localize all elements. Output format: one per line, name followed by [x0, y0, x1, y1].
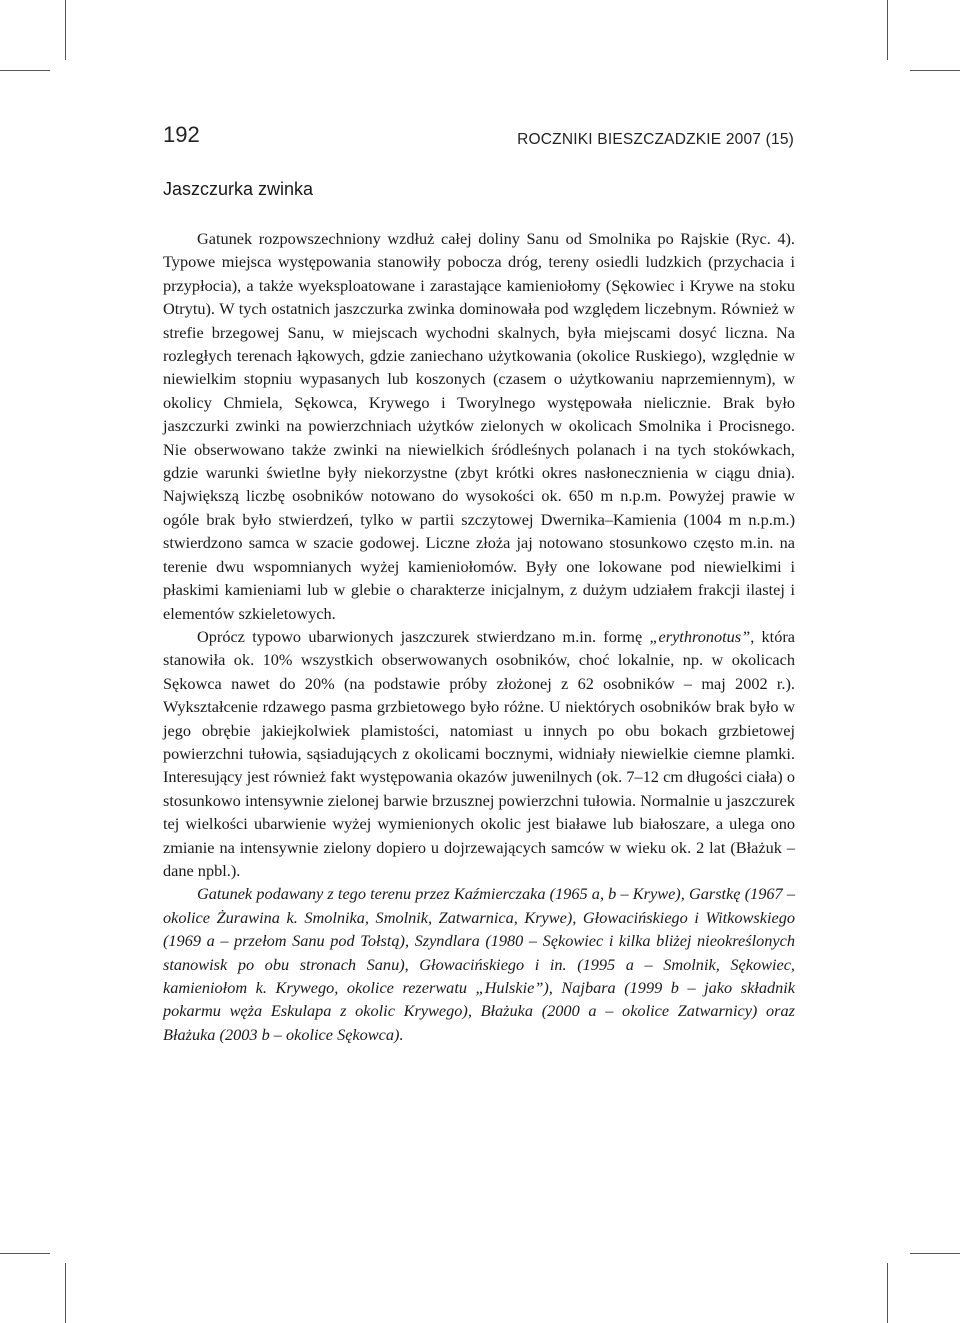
crop-mark-bottom-right — [887, 1263, 888, 1323]
paragraph-2-term: „erythronotus” — [649, 626, 751, 646]
paragraph-2-part-1: Oprócz typowo ubarwionych jaszczurek stwierdzano m.in. formę — [197, 626, 650, 646]
crop-mark-top-left-h — [0, 70, 50, 71]
paragraph-3: Gatunek podawany z tego terenu przez Kaźmierczaka (1965 a, b – Krywe), Garstkę (1967 – okolice Żurawina k. Smolnika, Smolnik, Zatwarnica, Krywe), Głowacińskiego i Witkowskiego (1969 a – przełom Sanu pod Tołstą), Szyndlara (1980 – Sękowiec i kilka bliżej nieokreślonych stanowisk po obu stronach Sanu), Głowacińskiego i in. (1995 a – Smolnik, Sękowiec, kamieniołom k. Krywego, okolice rezerwatu „Hulskie”), Najbara (1999 b – jako składnik pokarmu węża Eskulapa z okolic Krywego), Błażuka (2000 a – okolice Zatwarnicy) oraz Błażuka (2003 b – okolice Sękowca). — [163, 884, 795, 1044]
page-number: 192 — [163, 122, 200, 147]
running-head: ROCZNIKI BIESZCZADZKIE 2007 (15) — [517, 131, 794, 148]
crop-mark-top-right-h — [910, 70, 960, 71]
crop-mark-top-left — [65, 0, 66, 60]
crop-mark-bottom-right-h — [910, 1253, 960, 1254]
crop-mark-top-right — [887, 0, 888, 60]
section-title: Jaszczurka zwinka — [163, 179, 314, 199]
article-body — [163, 227, 795, 1046]
paragraph-1: Gatunek rozpowszechniony wzdłuż całej doliny Sanu od Smolnika po Rajskie (Ryc. 4). Typowe miejsca występowania stanowiły pobocza dróg, tereny osiedli ludzkich (przychacia i przypłocia), a także wyeksploatowane i zarastające kamieniołomy (Sękowiec i Krywe na stoku Otrytu). W tych ostatnich jaszczurka zwinka dominowała pod względem liczebnym. Również w strefie brzegowej Sanu, w miejscach wychodni skalnych, była miejscami dosyć liczna. Na rozległych terenach łąkowych, gdzie zaniechano użytkowania (okolice Ruskiego), względnie w niewielkim stopniu wypasanych lub koszonych (czasem o użytkowaniu naprzemiennym), w okolicy Chmiela, Sękowca, Krywego i Tworylnego występowała nielicznie. Brak było jaszczurki zwinki na powierzchniach użytków zielonych w okolicach Smolnika i Procisnego. Nie obserwowano także zwinki na niewielkich śródleśnych polanach i na tych stokówkach, gdzie warunki świetlne były niekorzystne (zbyt krótki okres nasłonecznienia w ciągu dnia). Największą liczbę osobników notowano do wysokości ok. 650 m n.p.m. Powyżej prawie w ogóle brak było stwierdzeń, tylko w partii szczytowej Dwernika–Kamienia (1004 m n.p.m.) stwierdzono samca w szacie godowej. Liczne złoża jaj notowano stosunkowo często m.in. na terenie dwu wspomnianych wyżej kamieniołomów. Były one lokowane pod niewielkimi i płaskimi kamieniami lub w glebie o charakterze inicjalnym, z dużym udziałem frakcji ilastej i elementów szkieletowych. — [163, 229, 795, 623]
crop-mark-bottom-left-h — [0, 1253, 50, 1254]
crop-mark-bottom-left — [65, 1263, 66, 1323]
paragraph-2 — [163, 625, 795, 882]
paragraph-2-part-2: , która stanowiła ok. 10% wszystkich obserwowanych osobników, choć lokalnie, np. w okolicach Sękowca nawet do 20% (na podstawie próby złożonej z 62 osobników – maj 2002 r.). Wykształcenie rdzawego pasma grzbietowego było różne. U niektórych osobników brak było w jego obrębie jakiejkolwiek plamistości, natomiast u innych po obu bokach grzbietowej powierzchni tułowia, sąsiadujących z okolicami bocznymi, widniały niewielkie ciemne plamki. Interesujący jest również fakt występowania okazów juwenilnych (ok. 7–12 cm długości ciała) o stosunkowo intensywnie zielonej barwie brzusznej powierzchni tułowia. Normalnie u jaszczurek tej wielkości ubarwienie wyżej wymienionych okolic jest białawe lub białoszare, a ulega ono zmianie na intensywnie zielony dopiero u dojrzewających samców w wieku ok. 2 lat (Błażuk – dane npbl.). — [163, 626, 795, 880]
